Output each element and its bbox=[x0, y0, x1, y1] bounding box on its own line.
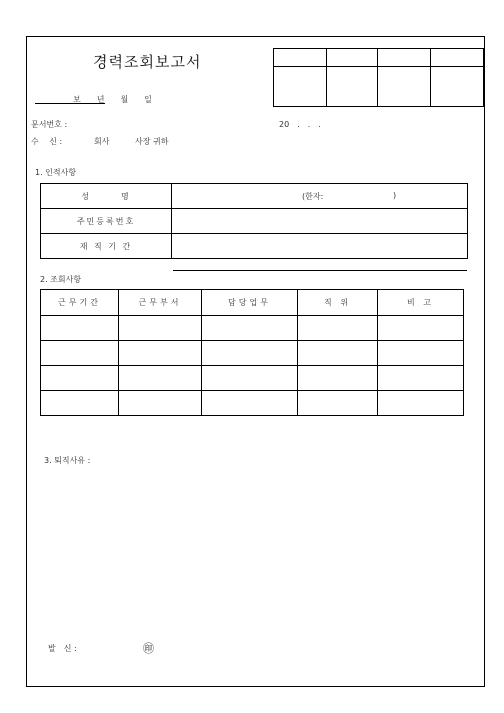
section-2-heading: 2. 조회사항 bbox=[40, 275, 82, 284]
report-form bbox=[26, 36, 485, 687]
table-cell[interactable] bbox=[119, 366, 202, 391]
column-header: 근무부서 bbox=[119, 290, 202, 316]
name-label: 성 명 bbox=[41, 184, 172, 209]
column-header: 직 위 bbox=[298, 290, 378, 316]
table-cell[interactable] bbox=[41, 341, 119, 366]
table-cell[interactable] bbox=[378, 316, 464, 341]
table-cell[interactable] bbox=[41, 316, 119, 341]
table-row bbox=[41, 391, 464, 416]
table-cell[interactable] bbox=[378, 391, 464, 416]
approval-sign-cell[interactable] bbox=[274, 67, 327, 107]
issue-date-label: 20 . . . bbox=[279, 120, 321, 129]
recipient-company: 회사 bbox=[94, 137, 110, 146]
employment-period-field[interactable] bbox=[172, 234, 468, 259]
table-cell[interactable] bbox=[41, 366, 119, 391]
approval-sign-cell[interactable] bbox=[431, 67, 484, 107]
inquiry-table bbox=[40, 289, 464, 416]
divider-line bbox=[173, 270, 467, 271]
approval-header-cell bbox=[274, 49, 327, 67]
sender-label: 발 신 : bbox=[48, 644, 77, 653]
table-cell[interactable] bbox=[41, 391, 119, 416]
table-cell[interactable] bbox=[119, 316, 202, 341]
table-cell[interactable] bbox=[202, 341, 298, 366]
table-cell[interactable] bbox=[378, 341, 464, 366]
table-cell[interactable] bbox=[202, 316, 298, 341]
table-cell[interactable] bbox=[119, 341, 202, 366]
table-cell[interactable] bbox=[378, 366, 464, 391]
report-date-label: 보 년 월 일 bbox=[73, 95, 152, 104]
page-title: 경력조회보고서 bbox=[93, 53, 202, 71]
employment-period-label: 재 직 기 간 bbox=[41, 234, 172, 259]
approval-header-cell bbox=[431, 49, 484, 67]
doc-number-label: 문서번호 : bbox=[31, 120, 68, 129]
hanja-close: ) bbox=[393, 191, 397, 200]
recipient-label: 수 신 : bbox=[31, 137, 63, 146]
table-cell[interactable] bbox=[298, 341, 378, 366]
table-cell[interactable] bbox=[298, 366, 378, 391]
column-header: 근무기간 bbox=[41, 290, 119, 316]
name-field[interactable] bbox=[172, 184, 468, 209]
approval-sign-cell[interactable] bbox=[378, 67, 431, 107]
section-1-heading: 1. 인적사항 bbox=[35, 168, 77, 177]
resident-number-label: 주민등록번호 bbox=[41, 209, 172, 234]
table-cell[interactable] bbox=[298, 391, 378, 416]
recipient-honorific: 사장 귀하 bbox=[135, 137, 169, 146]
column-header: 담당업무 bbox=[202, 290, 298, 316]
table-cell[interactable] bbox=[119, 391, 202, 416]
table-cell[interactable] bbox=[202, 391, 298, 416]
approval-header-cell bbox=[378, 49, 431, 67]
personal-info-table bbox=[40, 183, 468, 259]
seal-icon: ㊞ bbox=[143, 642, 154, 655]
hanja-label: (한자: bbox=[302, 192, 324, 201]
section-3-heading: 3. 퇴직사유 : bbox=[44, 456, 91, 465]
column-header: 비 고 bbox=[378, 290, 464, 316]
table-row bbox=[41, 366, 464, 391]
approval-header-cell bbox=[327, 49, 378, 67]
table-cell[interactable] bbox=[298, 316, 378, 341]
table-row bbox=[41, 341, 464, 366]
table-row bbox=[41, 316, 464, 341]
table-cell[interactable] bbox=[202, 366, 298, 391]
resident-number-field[interactable] bbox=[172, 209, 468, 234]
approval-sign-cell[interactable] bbox=[327, 67, 378, 107]
approval-box bbox=[273, 48, 484, 107]
